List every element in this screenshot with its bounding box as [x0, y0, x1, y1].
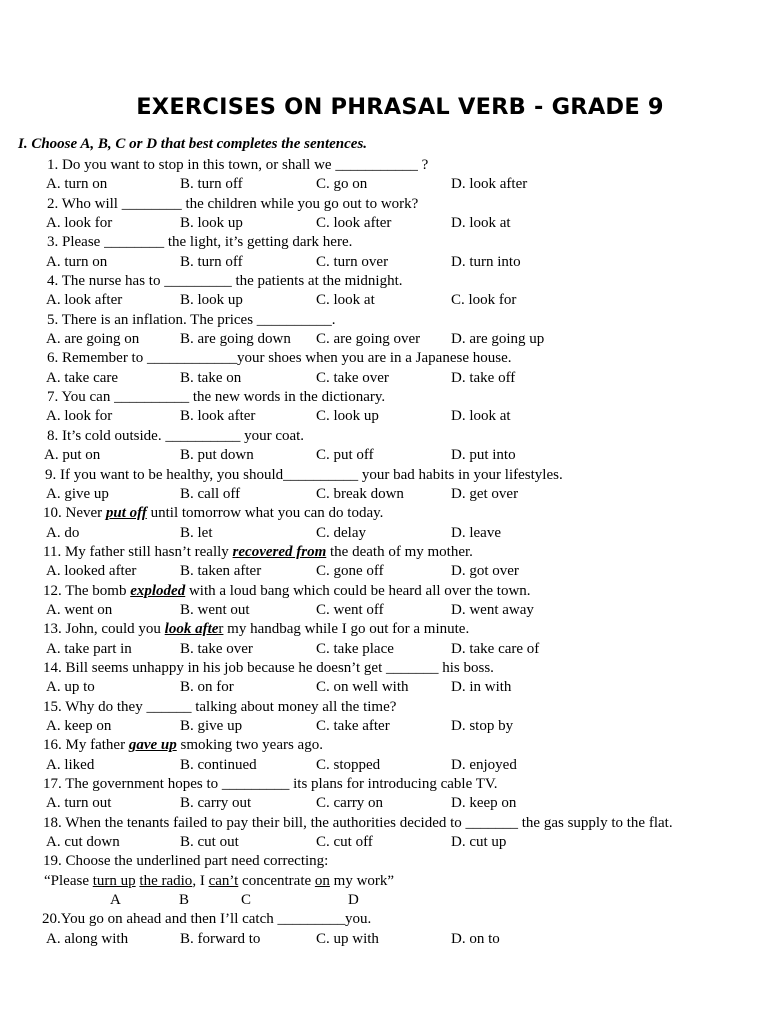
- keyword-underlined: recovered from: [232, 543, 327, 560]
- option-d[interactable]: D. enjoyed: [451, 756, 517, 773]
- error-sentence: [0, 872, 768, 891]
- option-b[interactable]: B. turn off: [180, 253, 243, 270]
- question-text: 17. The government hopes to _________ its plans for introducing cable TV.: [43, 776, 498, 792]
- question-text: 4. The nurse has to _________ the patients at the midnight.: [47, 273, 403, 290]
- keyword-underlined-tail: r: [218, 621, 224, 638]
- option-b[interactable]: B. on for: [180, 679, 234, 696]
- option-b[interactable]: B. take on: [180, 369, 242, 386]
- text-segment: 13. John, could you: [43, 621, 165, 638]
- answer-options: [0, 833, 768, 852]
- question-stem: [0, 233, 768, 252]
- option-a[interactable]: A. along with: [46, 930, 129, 947]
- option-c[interactable]: C. take over: [316, 369, 389, 386]
- answer-options: [0, 214, 768, 233]
- question-text: 6. Remember to ____________your shoes when you are in a Japanese house.: [47, 350, 512, 367]
- answer-options: [0, 562, 768, 581]
- part-letters: [0, 891, 768, 910]
- option-d[interactable]: D. got over: [451, 563, 519, 580]
- option-d[interactable]: D. cut up: [451, 834, 507, 851]
- option-a[interactable]: A. turn on: [46, 176, 108, 193]
- option-d[interactable]: D. look at: [451, 408, 511, 425]
- question-text: 15. Why do they ______ talking about money all the time?: [43, 698, 397, 715]
- question-text: 8. It’s cold outside. __________ your coat.: [47, 427, 305, 444]
- question-text: [43, 504, 383, 523]
- letter-a: A: [110, 892, 121, 909]
- option-a[interactable]: A. cut down: [46, 834, 120, 851]
- option-b[interactable]: B. give up: [180, 717, 243, 734]
- option-b[interactable]: B. call off: [180, 485, 241, 502]
- option-a[interactable]: A. look for: [46, 215, 113, 232]
- option-a[interactable]: A. up to: [46, 679, 95, 696]
- answer-options: [0, 485, 768, 504]
- option-c[interactable]: C. break down: [316, 485, 404, 502]
- option-c[interactable]: C. stopped: [316, 756, 381, 773]
- keyword-underlined: exploded: [130, 582, 186, 599]
- question-text: [43, 736, 323, 755]
- text-segment: with a loud bang which could be heard all over the town.: [185, 582, 531, 599]
- option-d[interactable]: D. in with: [451, 679, 512, 696]
- answer-options: [0, 678, 768, 697]
- option-a[interactable]: A. looked after: [46, 563, 137, 580]
- option-d[interactable]: D. on to: [451, 930, 500, 947]
- underlined-part-c[interactable]: can’t: [208, 872, 239, 889]
- option-b[interactable]: B. put down: [180, 447, 254, 464]
- question-text: 14. Bill seems unhappy in his job because he doesn’t get _______ his boss.: [43, 659, 494, 676]
- question-stem: [0, 698, 768, 717]
- question-stem: [0, 910, 768, 929]
- question-text: 1. Do you want to stop in this town, or shall we ___________ ?: [47, 157, 429, 173]
- option-c[interactable]: C. take place: [316, 640, 394, 657]
- option-c[interactable]: C. put off: [316, 447, 374, 464]
- answer-options: [0, 756, 768, 775]
- option-b[interactable]: B. taken after: [180, 563, 262, 580]
- question-stem: [0, 852, 768, 871]
- letter-c: C: [241, 892, 252, 909]
- option-d[interactable]: C. look for: [451, 292, 517, 309]
- text-segment: 16. My father: [43, 737, 129, 754]
- option-d[interactable]: D. take off: [451, 369, 516, 386]
- question-stem: [0, 620, 768, 639]
- question-text: [43, 543, 473, 562]
- keyword-underlined: gave up: [128, 737, 177, 754]
- question-stem: [0, 388, 768, 407]
- text-segment: “Please: [44, 872, 93, 889]
- question-stem: [0, 814, 768, 833]
- text-segment: my handbag while I go out for a minute.: [223, 621, 470, 638]
- option-d[interactable]: D. get over: [451, 485, 519, 502]
- option-b[interactable]: B. look up: [180, 292, 243, 309]
- answer-options: [0, 640, 768, 659]
- answer-options: [0, 175, 768, 194]
- text-segment: 12. The bomb: [43, 582, 131, 599]
- option-d[interactable]: D. went away: [451, 601, 534, 618]
- option-a[interactable]: A. take part in: [46, 640, 132, 657]
- question-stem: [0, 543, 768, 562]
- option-b[interactable]: B. forward to: [180, 930, 261, 947]
- question-stem: [0, 156, 768, 175]
- option-c[interactable]: C. go on: [316, 176, 368, 193]
- question-stem: [0, 582, 768, 601]
- option-d[interactable]: D. look at: [451, 215, 511, 232]
- option-c[interactable]: C. delay: [316, 524, 366, 541]
- answer-options: [0, 717, 768, 736]
- answer-options: [0, 794, 768, 813]
- option-d[interactable]: D. leave: [451, 524, 501, 541]
- keyword-underlined: look afte: [164, 621, 219, 638]
- text-segment: my work”: [329, 872, 395, 889]
- option-c[interactable]: C. cut off: [316, 834, 373, 851]
- answer-options: [0, 601, 768, 620]
- option-c[interactable]: C. turn over: [316, 253, 389, 270]
- option-a[interactable]: A. give up: [46, 485, 109, 502]
- question-stem: [0, 466, 768, 485]
- option-a[interactable]: A. turn on: [46, 253, 108, 270]
- option-b[interactable]: B. continued: [180, 756, 257, 773]
- underlined-part-a[interactable]: turn up: [92, 872, 136, 889]
- underlined-part-d[interactable]: on: [314, 872, 330, 889]
- option-d[interactable]: D. take care of: [451, 640, 540, 657]
- option-a[interactable]: A. liked: [46, 756, 95, 773]
- answer-options: [0, 524, 768, 543]
- option-b[interactable]: B. look after: [180, 408, 256, 425]
- option-c[interactable]: C. carry on: [316, 795, 384, 812]
- option-d[interactable]: D. look after: [451, 176, 528, 193]
- quoted-sentence: [44, 872, 394, 891]
- question-stem: [0, 349, 768, 368]
- answer-options: [0, 330, 768, 349]
- question-stem: [0, 195, 768, 214]
- question-text: 18. When the tenants failed to pay their bill, the authorities decided to _______ the gas supply to the flat.: [43, 814, 673, 831]
- option-d[interactable]: D. put into: [451, 447, 516, 464]
- question-stem: [0, 659, 768, 678]
- question-text: 3. Please ________ the light, it’s getting dark here.: [47, 234, 353, 251]
- option-b[interactable]: B. take over: [180, 640, 253, 657]
- text-segment: the death of my mother.: [326, 543, 473, 560]
- question-stem: [0, 736, 768, 755]
- option-a[interactable]: A. are going on: [46, 331, 140, 348]
- underlined-part-b[interactable]: the radio: [139, 872, 193, 889]
- text-segment: smoking two years ago.: [176, 737, 323, 754]
- answer-options: [0, 369, 768, 388]
- question-stem: [0, 775, 768, 794]
- option-b[interactable]: B. look up: [180, 215, 243, 232]
- option-d[interactable]: D. are going up: [451, 331, 545, 348]
- option-c[interactable]: C. gone off: [316, 563, 384, 580]
- answer-options: [0, 407, 768, 426]
- option-c[interactable]: C. went off: [316, 601, 384, 618]
- option-c[interactable]: C. look after: [316, 215, 392, 232]
- letter-d: D: [348, 892, 359, 909]
- option-c[interactable]: C. take after: [316, 717, 390, 734]
- option-a[interactable]: A. went on: [46, 601, 113, 618]
- option-a[interactable]: A. keep on: [46, 717, 112, 734]
- question-text: 20.You go on ahead and then I’ll catch _________you.: [42, 911, 372, 928]
- answer-options: [0, 930, 768, 949]
- answer-options: [0, 253, 768, 272]
- page-title: EXERCISES ON PHRASAL VERB - GRADE 9: [136, 94, 664, 120]
- option-b[interactable]: B. let: [180, 524, 213, 541]
- option-a[interactable]: A. do: [46, 524, 80, 541]
- option-b[interactable]: B. carry out: [180, 795, 252, 812]
- question-text: [43, 620, 469, 639]
- option-d[interactable]: D. keep on: [451, 795, 517, 812]
- question-stem: [0, 272, 768, 291]
- option-c[interactable]: C. up with: [316, 930, 379, 947]
- option-d[interactable]: D. stop by: [451, 717, 514, 734]
- option-d[interactable]: D. turn into: [451, 253, 521, 270]
- option-c[interactable]: C. are going over: [316, 331, 421, 348]
- question-stem: [0, 311, 768, 330]
- text-segment: until tomorrow what you can do today.: [146, 505, 384, 522]
- option-c[interactable]: C. on well with: [316, 679, 409, 696]
- question-text: 7. You can __________ the new words in the dictionary.: [47, 389, 386, 406]
- text-segment: 11. My father still hasn’t really: [43, 543, 233, 560]
- option-b[interactable]: B. cut out: [180, 834, 239, 851]
- text-segment: , I: [192, 872, 209, 889]
- question-text: 2. Who will ________ the children while you go out to work?: [47, 195, 419, 212]
- text-segment: 10. Never: [43, 505, 106, 522]
- question-text: [43, 582, 531, 601]
- option-b[interactable]: B. went out: [180, 601, 250, 618]
- option-a[interactable]: A. take care: [46, 369, 119, 386]
- question-stem: [0, 504, 768, 523]
- answer-options: [0, 291, 768, 310]
- option-a[interactable]: A. look after: [46, 292, 123, 309]
- text-segment: concentrate: [238, 872, 315, 889]
- question-list: [0, 156, 768, 949]
- option-a[interactable]: A. look for: [46, 408, 113, 425]
- option-a[interactable]: A. turn out: [46, 795, 112, 812]
- question-stem: [0, 427, 768, 446]
- option-b[interactable]: B. are going down: [180, 331, 291, 348]
- question-text: 5. There is an inflation. The prices __________.: [47, 311, 336, 328]
- option-b[interactable]: B. turn off: [180, 176, 243, 193]
- letter-b: B: [179, 892, 190, 909]
- answer-options: [0, 446, 768, 465]
- section-instruction: I. Choose A, B, C or D that best completes the sentences.: [18, 136, 368, 152]
- option-c[interactable]: C. look up: [316, 408, 379, 425]
- keyword-underlined: put off: [105, 505, 147, 522]
- question-text: 9. If you want to be healthy, you should__________ your bad habits in your lifestyles.: [45, 466, 563, 483]
- question-text: 19. Choose the underlined part need correcting:: [43, 853, 329, 870]
- option-c[interactable]: C. look at: [316, 292, 375, 309]
- option-a[interactable]: A. put on: [44, 447, 101, 464]
